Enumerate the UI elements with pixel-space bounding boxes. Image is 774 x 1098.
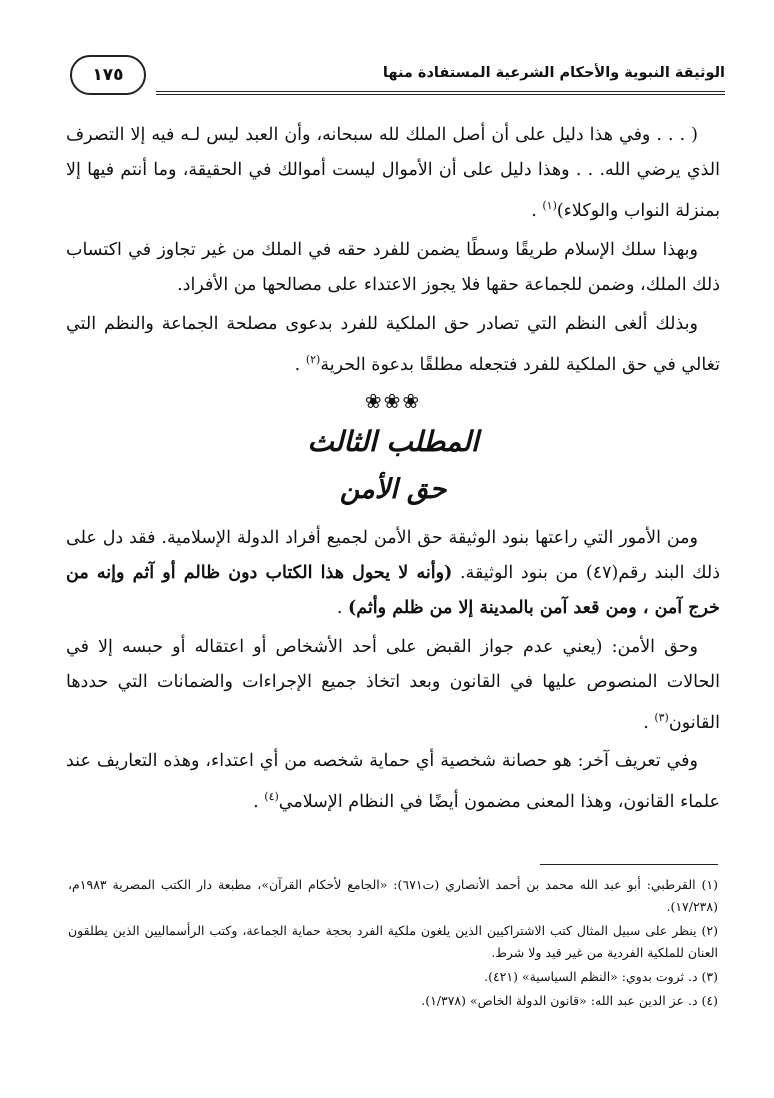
- page-number: ١٧٥: [70, 55, 146, 95]
- footnote-4: (٤) د. عز الدين عبد الله: «قانون الدولة الخاص» (١/٣٧٨).: [421, 993, 718, 1008]
- footnote-3: (٣) د. ثروت بدوي: «النظم السياسية» (٤٢١).: [484, 969, 718, 984]
- ornament-divider: ❀❀❀: [364, 388, 422, 413]
- paragraph-6: [66, 744, 720, 820]
- paragraph-1-end: .: [531, 200, 543, 221]
- paragraph-6-text: وفي تعريف آخر: هو حصانة شخصية أي حماية شخصه من أي اعتداء، وهذه التعاريف عند علماء القانون، وهذا المعنى مضمون أيضًا في النظام الإسلامي: [66, 751, 720, 813]
- footnote-ref-3: (٣): [654, 710, 669, 724]
- footnote-2: (٢) ينظر على سبيل المثال كتب الاشتراكيين الذين يلغون ملكية الفرد بحجة حماية الجماعة، وكتب الرأسماليين الذين يطلقون العنان للملكية الفردية من غير قيد ولا شرط.: [68, 923, 718, 960]
- footnote-ref-4: (٤): [264, 790, 279, 804]
- footnotes: [68, 874, 718, 1014]
- paragraph-5-text: وحق الأمن: (يعني عدم جواز القبض على أحد الأشخاص أو اعتقاله أو حبسه إلا في الحالات المنصوص عليها في القانون وبعد اتخاذ جميع الإجراءات والضمانات التي حددها القانون: [66, 636, 720, 733]
- main-text: [66, 118, 720, 824]
- footnote-ref-1: (١): [542, 199, 557, 212]
- paragraph-5: [66, 630, 720, 741]
- paragraph-3-text: وبذلك ألغى النظم التي تصادر حق الملكية للفرد بدعوى مصلحة الجماعة والنظم التي تغالي في حق الملكية للفرد فتجعله مطلقًا بدعوة الحرية: [66, 313, 720, 375]
- paragraph-2: وبهذا سلك الإسلام طريقًا وسطًا يضمن للفرد حقه في الملك من غير تجاوز في اكتساب ذلك الملك، وضمن للجماعة حقها فلا يجوز الاعتداء على مصالحها من الأفراد.: [66, 239, 720, 295]
- paragraph-3: [66, 307, 720, 383]
- quoted-clause: (وأنه لا يحول هذا الكتاب دون ظالم أو آثم وإنه من خرج آمن ، ومن قعد آمن بالمدينة إلا من ظلم وأثم): [66, 562, 720, 618]
- paragraph-5-end: .: [643, 712, 655, 733]
- footnote-ref-2: (٢): [305, 352, 321, 366]
- running-title: الوثيقة النبوية والأحكام الشرعية المستفادة منها: [382, 65, 725, 81]
- footnote-separator: [540, 864, 718, 865]
- paragraph-4-end: .: [336, 597, 348, 618]
- paragraph-4-text: ومن الأمور التي راعتها بنود الوثيقة حق الأمن لجميع أفراد الدولة الإسلامية. فقد دل على ذلك البند رقم(٤٧) من بنود الوثيقة.: [66, 527, 721, 583]
- paragraph-1-text: ( . . . وفي هذا دليل على أن أصل الملك لله سبحانه، وأن العبد ليس لـه فيه إلا التصرف الذي يرضي الله. . . وهذا دليل على أن الأموال ليست أموالك في الحقيقة، وما أنتم فيها إلا بمنزلة النواب والوكلاء): [66, 125, 720, 221]
- paragraph-4: [66, 521, 720, 626]
- page-header: [70, 55, 725, 95]
- section-title: حق الأمن: [339, 473, 447, 505]
- header-rule: [156, 91, 725, 95]
- paragraph-1: [66, 118, 720, 229]
- section-heading: المطلب الثالث: [307, 424, 479, 458]
- paragraph-6-end: .: [253, 792, 265, 813]
- paragraph-3-end: .: [294, 354, 306, 375]
- footnote-1: (١) القرطبي: أبو عبد الله محمد بن أحمد الأنصاري (ت٦٧١): «الجامع لأحكام القرآن»، مطبعة دار الكتب المصرية ١٩٨٣م، (١٧/٢٣٨).: [68, 877, 719, 914]
